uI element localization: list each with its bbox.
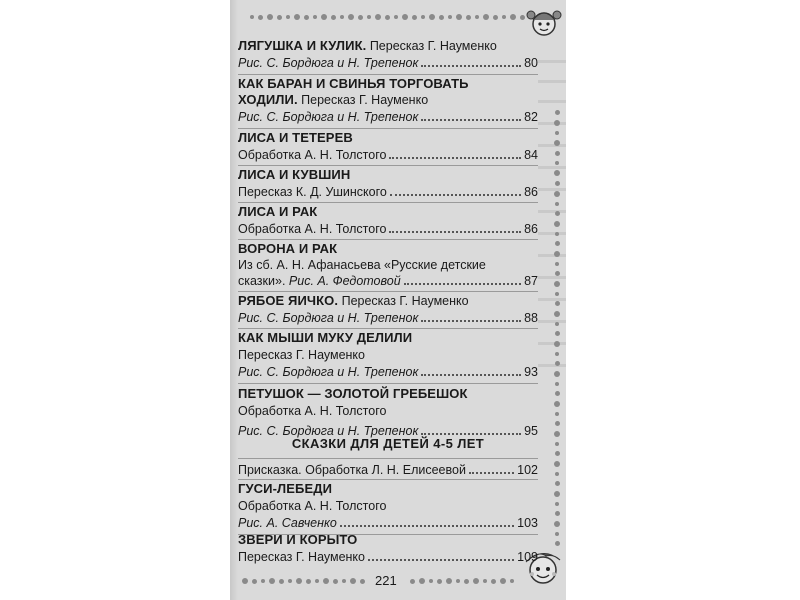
entry-credit: Рис. С. Бордюга и Н. Трепенок	[238, 56, 419, 70]
entry-page: 84	[524, 148, 538, 162]
entry-separator	[238, 202, 538, 203]
entry-separator	[238, 479, 538, 480]
entry-title: КАК МЫШИ МУКУ ДЕЛИЛИ	[238, 330, 413, 345]
dot-leader	[421, 65, 521, 67]
entry-title: ЛИСА И ТЕТЕРЕВ	[238, 130, 353, 145]
dot-leader	[389, 231, 521, 233]
entry-page: 88	[524, 311, 538, 325]
right-dot-border	[554, 110, 560, 551]
entry-credit: Рис. С. Бордюга и Н. Трепенок	[238, 424, 419, 438]
entry-title: ГУСИ-ЛЕБЕДИ	[238, 481, 333, 496]
entry-note: Пересказ Г. Науменко	[338, 294, 469, 308]
section-separator	[238, 458, 538, 459]
entry-separator	[238, 128, 538, 129]
entry-note: Обработка А. Н. Толстого	[238, 499, 387, 513]
entry-title: ЛИСА И РАК	[238, 204, 318, 219]
entry-page: 103	[517, 516, 538, 530]
entry-page: 82	[524, 110, 538, 124]
entry-title-line2: ХОДИЛИ.	[238, 92, 298, 107]
entry-note: Пересказ Г. Науменко	[297, 93, 429, 107]
dot-leader	[404, 283, 521, 285]
entry-page: 95	[524, 424, 538, 438]
entry-separator	[238, 383, 538, 384]
section-heading: СКАЗКИ ДЛЯ ДЕТЕЙ 4-5 ЛЕТ	[291, 436, 485, 451]
dot-leader	[368, 559, 514, 561]
entry-separator	[238, 239, 538, 240]
entry-separator	[238, 165, 538, 166]
dot-leader	[421, 433, 521, 435]
entry-page: 86	[524, 185, 538, 199]
dot-leader	[340, 525, 514, 527]
entry-note-cont: сказки».	[238, 274, 286, 288]
entry-title: ЛЯГУШКА И КУЛИК.	[238, 38, 367, 53]
entry-title: ВОРОНА И РАК	[238, 241, 338, 256]
bleed-through-area	[538, 40, 566, 560]
entry-credit: Рис. С. Бордюга и Н. Трепенок	[238, 311, 419, 325]
entry-separator	[238, 291, 538, 292]
dot-leader	[390, 194, 521, 196]
entry-title: РЯБОЕ ЯИЧКО.	[238, 293, 339, 308]
dot-leader	[389, 157, 521, 159]
entry-note: Пересказ Г. Науменко	[238, 348, 365, 362]
entry-title-line1: КАК БАРАН И СВИНЬЯ ТОРГОВАТЬ	[238, 76, 469, 91]
entry-separator	[238, 74, 538, 75]
bottom-dot-border-left	[242, 578, 369, 584]
entry-note: Пересказ К. Д. Ушинского	[238, 185, 387, 199]
entry-separator	[238, 328, 538, 329]
dot-leader	[421, 320, 521, 322]
entry-note: Из сб. А. Н. Афанасьева «Русские детские	[238, 258, 486, 272]
entry-title: ЗВЕРИ И КОРЫТО	[238, 532, 358, 547]
entry-note: Обработка А. Н. Толстого	[238, 404, 387, 418]
entry-credit: Рис. С. Бордюга и Н. Трепенок	[238, 365, 419, 379]
entry-note: Обработка А. Н. Толстого	[238, 222, 387, 236]
page-gutter	[230, 0, 238, 600]
entry-page: 102	[517, 463, 538, 477]
entry-credit: Рис. С. Бордюга и Н. Трепенок	[238, 110, 419, 124]
entry-page: 86	[524, 222, 538, 236]
entry-note: Пересказ Г. Науменко	[238, 550, 365, 564]
entry-page: 87	[524, 274, 538, 288]
entry-note: Присказка. Обработка Л. Н. Елисеевой	[238, 463, 466, 477]
page-number: 221	[375, 573, 397, 588]
entry-credit: Рис. А. Федотовой	[288, 274, 401, 288]
entry-page: 109	[517, 550, 538, 564]
bottom-dot-border-right	[410, 578, 518, 584]
dot-leader	[421, 374, 521, 376]
dot-leader	[421, 119, 521, 121]
entry-credit: Рис. А. Савченко	[238, 516, 337, 530]
entry-title: ПЕТУШОК — ЗОЛОТОЙ ГРЕБЕШОК	[238, 386, 468, 401]
entry-title: ЛИСА И КУВШИН	[238, 167, 351, 182]
dot-leader	[469, 472, 514, 474]
entry-page: 93	[524, 365, 538, 379]
entry-note: Пересказ Г. Науменко	[366, 39, 497, 53]
girl-face-icon	[524, 2, 564, 42]
entry-note: Обработка А. Н. Толстого	[238, 148, 387, 162]
top-dot-border	[250, 14, 537, 20]
entry-page: 80	[524, 56, 538, 70]
